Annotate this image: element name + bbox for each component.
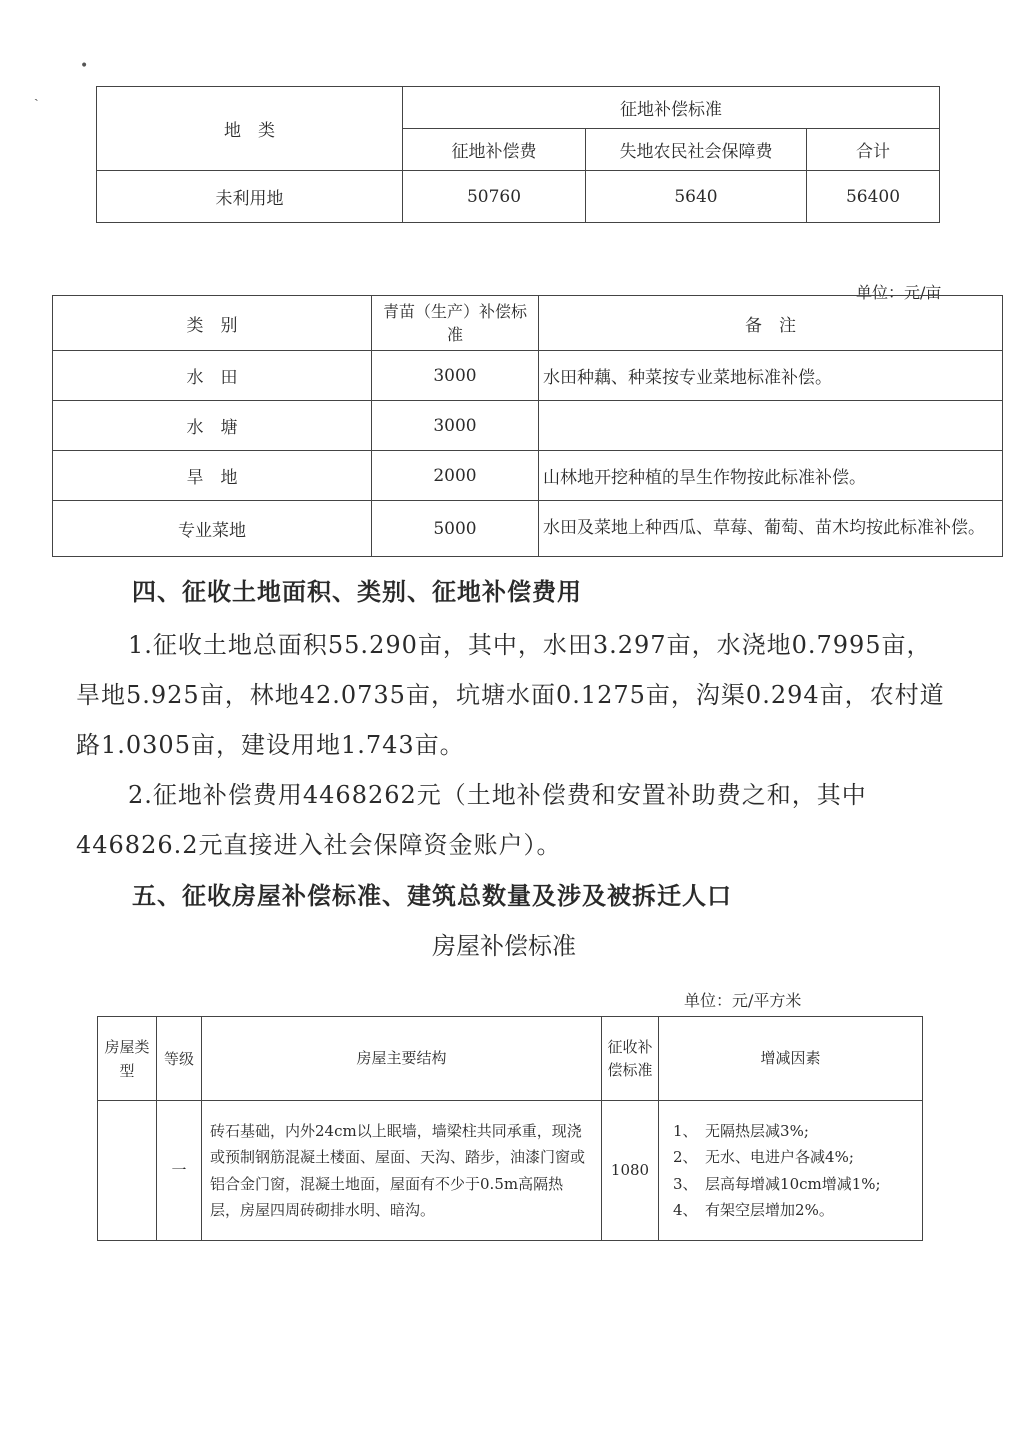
header-land-type: 地 类	[97, 87, 403, 171]
page-scratch-mark: ˏ	[34, 86, 39, 102]
factor-item: 4、 有架空层增加2%。	[673, 1200, 834, 1219]
header-standard: 征地补偿标准	[403, 87, 940, 129]
table2-unit: 单位：元/亩	[856, 283, 942, 302]
cell-category: 水 田	[53, 351, 372, 401]
cell-note	[539, 401, 1003, 451]
header-category: 类 别	[53, 296, 372, 351]
section4-heading: 四、征收土地面积、类别、征地补偿费用	[132, 577, 582, 606]
table3-unit: 单位：元/平方米	[684, 991, 802, 1010]
header-structure: 房屋主要结构	[202, 1017, 602, 1101]
cell-category: 专业菜地	[53, 501, 372, 557]
house-compensation-table	[97, 1016, 923, 1241]
col-total: 合计	[807, 129, 940, 171]
table-row	[53, 351, 1003, 401]
cell-structure: 砖石基础，内外24cm以上眠墙，墙梁柱共同承重，现浇或预制钢筋混凝土楼面、屋面、天沟、踏步，油漆门窗或铝合金门窗，混凝土地面，屋面有不少于0.5m高隔热层，房屋四周砖砌排水明、暗沟。	[202, 1101, 602, 1241]
cell-value: 3000	[372, 351, 539, 401]
section4-para2: 2.征地补偿费用4468262元（土地补偿费和安置补助费之和，其中446826.2元直接进入社会保障资金账户）。	[76, 781, 867, 859]
col-fee: 征地补偿费	[403, 129, 586, 171]
page-dot-mark: •	[80, 58, 89, 74]
cell-grade: 一	[157, 1101, 202, 1241]
section4-para1: 1.征收土地总面积55.290亩，其中，水田3.297亩，水浇地0.7995亩，旱地5.925亩，林地42.0735亩，坑塘水面0.1275亩，沟渠0.294亩，农村道路1.0305亩，建设用地1.743亩。	[76, 631, 945, 759]
cell-type: 未利用地	[97, 171, 403, 223]
section5-heading: 五、征收房屋补偿标准、建筑总数量及涉及被拆迁人口	[132, 881, 732, 910]
header-note: 备 注	[539, 296, 1003, 351]
cell-security: 5640	[586, 171, 807, 223]
cell-category: 旱 地	[53, 451, 372, 501]
house-standard-title: 房屋补偿标准	[432, 932, 576, 960]
crop-compensation-table	[52, 295, 1003, 557]
factors-list	[663, 1118, 918, 1223]
cell-category: 水 塘	[53, 401, 372, 451]
table-row	[98, 1101, 923, 1241]
header-house-type: 房屋类型	[98, 1017, 157, 1101]
cell-note: 水田种藕、种菜按专业菜地标准补偿。	[539, 351, 1003, 401]
cell-total: 56400	[807, 171, 940, 223]
land-compensation-table	[96, 86, 940, 223]
cell-value: 2000	[372, 451, 539, 501]
cell-note: 水田及菜地上种西瓜、草莓、葡萄、苗木均按此标准补偿。	[539, 501, 1003, 557]
table-row	[53, 451, 1003, 501]
header-house-standard: 征收补偿标准	[602, 1017, 659, 1101]
table-row	[53, 501, 1003, 557]
cell-note: 山林地开挖种植的旱生作物按此标准补偿。	[539, 451, 1003, 501]
factor-item: 2、 无水、电进户各减4%;	[673, 1148, 854, 1167]
factor-item: 3、 层高每增减10cm增减1%;	[673, 1174, 881, 1193]
cell-value: 3000	[372, 401, 539, 451]
header-factors: 增减因素	[659, 1017, 923, 1101]
cell-factors	[659, 1101, 923, 1241]
factor-item: 1、 无隔热层减3%;	[673, 1122, 809, 1140]
header-grade: 等级	[157, 1017, 202, 1101]
table-row	[53, 401, 1003, 451]
header-crop-standard: 青苗（生产）补偿标准	[372, 296, 539, 351]
cell-house-type	[98, 1101, 157, 1241]
cell-value: 5000	[372, 501, 539, 557]
table-row	[97, 171, 940, 223]
cell-house-standard: 1080	[602, 1101, 659, 1241]
col-security: 失地农民社会保障费	[586, 129, 807, 171]
cell-fee: 50760	[403, 171, 586, 223]
